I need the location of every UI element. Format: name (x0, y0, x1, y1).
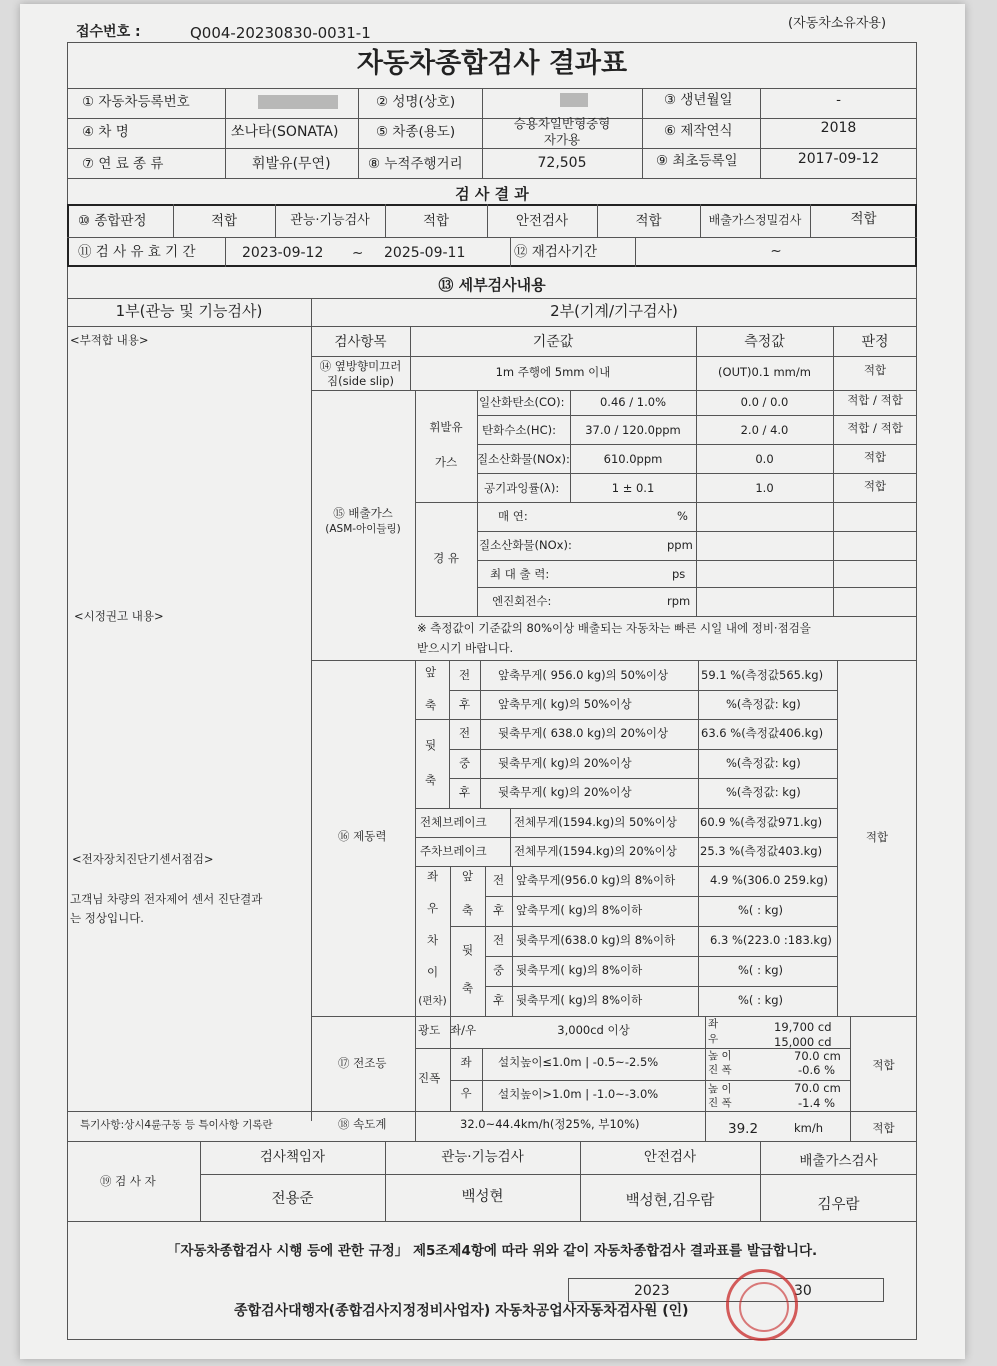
col-measured: 측정값 (744, 334, 785, 350)
col-standard: 기준값 (532, 334, 574, 350)
bias-suffix: (편차) (418, 995, 447, 1007)
headlamp-right-aim: -1.4 % (798, 1096, 836, 1110)
diesel-row-name: 엔진회전수: (492, 594, 552, 608)
car-usage-value: 자가용 (543, 132, 581, 147)
emission-note-line2: 받으시기 바랍니다. (417, 641, 514, 655)
result-sheet (20, 4, 965, 1359)
validity-label: ⑪ 검 사 유 효 기 간 (78, 244, 196, 260)
diesel-label: 경 유 (433, 551, 459, 565)
valid-from: 2023-09-12 (242, 245, 324, 261)
headlamp-left-aim: -0.6 % (798, 1063, 836, 1077)
emission-inspector-heading: 배출가스검사 (799, 1153, 878, 1169)
correction-heading: <시정권고 내용> (74, 609, 164, 623)
function-inspection-value: 적합 (422, 213, 450, 229)
headlamp-right-brightness: 15,000 cd (774, 1035, 832, 1049)
brake-axle-pos: 전 (458, 726, 471, 740)
fuel-label: ⑦ 연 료 종 류 (82, 156, 164, 172)
speedometer-label: ⑱ 속도계 (338, 1117, 387, 1131)
bias-char: 차 (426, 933, 439, 947)
speedometer-unit: km/h (794, 1121, 824, 1135)
owner-name-redacted (560, 93, 588, 107)
reg-no-label: ① 자동차등록번호 (82, 94, 190, 110)
front-axle-label: 앞 (425, 665, 437, 679)
headlamp-aim-left: 좌 (460, 1055, 472, 1069)
bias-pos: 전 (492, 933, 505, 947)
emission-row-name: 탄화수소(HC): (482, 423, 556, 437)
headlamp-lr-label: 좌/우 (450, 1023, 477, 1037)
inspector-label: ⑲ 검 사 자 (100, 1174, 156, 1188)
brake-axle-pos: 후 (458, 785, 471, 799)
emission-row-measured: 0.0 / 0.0 (740, 395, 789, 409)
brake-axle-measured: %(측정값: kg) (726, 756, 801, 770)
sensor-heading: <전자장치진단기센서점검> (72, 852, 214, 866)
bias-front-axle-suffix: 축 (461, 903, 474, 917)
front-axle-suffix: 축 (425, 698, 437, 712)
function-inspector-name: 백성현 (461, 1189, 504, 1205)
emission-row-name: 일산화탄소(CO): (479, 395, 565, 409)
emission-row-name: 질소산화물(NOx): (477, 452, 570, 466)
parking-brake-standard: 전체무게(1594.kg)의 20%이상 (514, 844, 677, 858)
bias-pos: 후 (492, 993, 505, 1007)
detail-heading: ⑬ 세부검사내용 (438, 276, 546, 294)
brake-axle-standard: 뒷축무게( 638.0 kg)의 20%이상 (498, 726, 669, 740)
brake-axle-standard: 앞축무게( kg)의 50%이상 (498, 697, 632, 711)
model-year-value: 2018 (820, 120, 857, 136)
car-name-value: 쏘나타(SONATA) (231, 124, 339, 140)
diesel-row-unit: ps (672, 567, 686, 581)
headlamp-aim-standard-2: 설치높이>1.0m | -1.0~-3.0% (498, 1087, 659, 1101)
headlamp-right-height-label: 높 이 (708, 1083, 732, 1095)
overall-judgment-label: ⑩ 종합판정 (78, 213, 147, 229)
mileage-label: ⑧ 누적주행거리 (368, 156, 463, 172)
total-brake-standard: 전체무게(1594.kg)의 50%이상 (514, 815, 677, 829)
headlamp-left-marker: 좌 (708, 1018, 719, 1030)
brake-axle-measured: 59.1 %(측정값565.kg) (701, 668, 824, 682)
bias-measured: %( : kg) (738, 993, 784, 1007)
first-reg-label: ⑨ 최초등록일 (656, 153, 738, 169)
issue-year: 2023 (634, 1283, 670, 1299)
side-slip-label-en: 짐(side slip) (327, 374, 394, 388)
total-brake-measured: 60.9 %(측정값971.kg) (700, 815, 823, 829)
chief-inspector-name: 전용준 (271, 1191, 314, 1207)
side-slip-standard: 1m 주행에 5mm 이내 (495, 365, 611, 379)
col-judge: 판정 (861, 334, 889, 350)
bias-rear-axle-suffix: 축 (461, 981, 474, 995)
result-heading: 검 사 결 과 (455, 185, 529, 203)
bias-measured: %( : kg) (738, 963, 784, 977)
emission-row-measured: 2.0 / 4.0 (740, 423, 789, 437)
emission-row-judge: 적합 (863, 450, 887, 464)
headlamp-right-marker: 우 (708, 1033, 719, 1045)
side-slip-label: ⑭ 옆방향미끄러 (319, 359, 402, 373)
brake-axle-pos: 후 (458, 697, 471, 711)
bias-standard: 앞축무게(956.0 kg)의 8%이하 (516, 873, 676, 887)
part1-heading: 1부(관능 및 기능검사) (115, 302, 263, 320)
model-year-label: ⑥ 제작연식 (664, 123, 733, 139)
bias-standard: 뒷축무게(638.0 kg)의 8%이하 (516, 933, 676, 947)
special-note: 특기사항:상시4륜구동 등 특이사항 기록란 (80, 1119, 273, 1131)
emission-note-line1: ※ 측정값이 기준값의 80%이상 배출되는 자동차는 빠른 시일 내에 정비·점검을 (417, 621, 811, 635)
parking-brake-label: 주차브레이크 (420, 844, 487, 858)
side-slip-judge: 적합 (863, 363, 887, 377)
bias-pos: 후 (492, 903, 505, 917)
bias-pos: 중 (492, 963, 505, 977)
brake-axle-measured: %(측정값: kg) (726, 697, 801, 711)
emission-label: ⑮ 배출가스 (333, 506, 393, 520)
official-seal (726, 1269, 798, 1341)
first-reg-value: 2017-09-12 (797, 151, 880, 167)
headlamp-aim-standard-1: 설치높이≤1.0m | -0.5~-2.5% (498, 1055, 659, 1069)
brake-axle-standard: 뒷축무게( kg)의 20%이상 (498, 756, 632, 770)
nonconform-heading: <부적합 내용> (70, 333, 149, 347)
side-slip-measured: (OUT)0.1 mm/m (718, 365, 811, 379)
speedometer-judge: 적합 (872, 1121, 895, 1135)
emission-row-judge: 적합 / 적합 (847, 393, 903, 407)
headlamp-label: ⑰ 전조등 (338, 1056, 387, 1070)
emission-row-name: 공기과잉률(λ): (484, 481, 560, 495)
bias-standard: 앞축무게( kg)의 8%이하 (516, 903, 643, 917)
birth-label: ③ 생년월일 (664, 92, 733, 108)
sensor-text-line1: 고객님 차량의 전자제어 센서 진단결과 (70, 892, 263, 906)
brake-judge: 적합 (865, 830, 889, 844)
brake-axle-standard: 뒷축무게( kg)의 20%이상 (498, 785, 632, 799)
receipt-number: Q004-20230830-0031-1 (190, 24, 371, 42)
rear-axle-suffix: 축 (425, 773, 437, 787)
gasoline-gas-label: 가스 (434, 455, 458, 469)
headlamp-left-height: 70.0 cm (794, 1049, 841, 1063)
inspection-agency: 종합검사대행자(종합검사지정정비사업자) 자동차공업사자동차검사원 (인) (234, 1303, 689, 1319)
function-inspector-heading: 관능·기능검사 (441, 1149, 524, 1165)
emission-method: (ASM-아이들링) (325, 523, 401, 535)
headlamp-judge: 적합 (872, 1058, 895, 1072)
emission-row-measured: 0.0 (755, 452, 774, 466)
car-type-label: ⑤ 차종(용도) (376, 124, 456, 140)
diesel-row-name: 질소산화물(NOx): (479, 538, 572, 552)
valid-to: 2025-09-11 (384, 245, 466, 261)
function-inspection-label: 관능·기능검사 (290, 213, 370, 228)
bias-rear-axle: 뒷 (461, 943, 474, 957)
safety-inspector-name: 백성현,김우람 (625, 1193, 715, 1209)
diesel-row-unit: ppm (667, 538, 693, 552)
receipt-label: 접수번호 : (76, 24, 141, 40)
safety-inspection-value: 적합 (635, 213, 662, 229)
brake-axle-standard: 앞축무게( 956.0 kg)의 50%이상 (498, 668, 669, 682)
bias-char: 우 (426, 901, 439, 915)
headlamp-brightness-label: 광도 (418, 1023, 441, 1037)
emission-row-standard: 610.0ppm (603, 452, 663, 466)
safety-inspection-label: 안전검사 (515, 213, 569, 229)
brake-axle-measured: 63.6 %(측정값406.kg) (701, 726, 824, 740)
brake-axle-pos: 중 (458, 756, 471, 770)
headlamp-right-height: 70.0 cm (794, 1081, 841, 1095)
issue-day: 30 (794, 1283, 812, 1299)
gasoline-label: 휘발유 (429, 420, 463, 434)
bias-standard: 뒷축무게( kg)의 8%이하 (516, 963, 643, 977)
emission-inspection-label: 배출가스정밀검사 (708, 213, 802, 227)
rear-axle-label: 뒷 (425, 738, 437, 752)
headlamp-right-aim-label: 진 폭 (708, 1097, 732, 1109)
usage-note: (자동차소유자용) (788, 16, 887, 31)
headlamp-left-brightness: 19,700 cd (774, 1020, 832, 1034)
emission-row-measured: 1.0 (755, 481, 774, 495)
reinspect-label: ⑫ 재검사기간 (514, 244, 597, 260)
headlamp-aim-label: 진폭 (418, 1071, 441, 1085)
overall-judgment-value: 적합 (210, 213, 238, 229)
col-item: 검사항목 (334, 334, 387, 350)
safety-inspector-heading: 안전검사 (643, 1149, 697, 1165)
diesel-row-unit: % (677, 509, 688, 523)
chief-inspector-heading: 검사책임자 (259, 1149, 326, 1165)
headlamp-left-aim-label: 진 폭 (708, 1064, 732, 1076)
headlamp-left-height-label: 높 이 (708, 1050, 732, 1062)
bias-standard: 뒷축무게( kg)의 8%이하 (516, 993, 643, 1007)
car-name-label: ④ 차 명 (82, 124, 129, 140)
emission-row-standard: 1 ± 0.1 (611, 481, 655, 495)
bias-measured: %( : kg) (738, 903, 784, 917)
emission-inspector-name: 김우람 (817, 1197, 860, 1213)
reinspect-value: ~ (770, 243, 782, 259)
sensor-text-line2: 는 정상입니다. (70, 911, 144, 925)
brake-axle-pos: 전 (458, 668, 471, 682)
fuel-value: 휘발유(무연) (252, 156, 331, 172)
speedometer-measured: 39.2 (728, 1121, 759, 1137)
emission-row-standard: 37.0 / 120.0ppm (585, 423, 681, 437)
page-title: 자동차종합검사 결과표 (356, 48, 628, 79)
issue-statement: 「자동차종합검사 시행 등에 관한 규정」 제5조제4항에 따라 위와 같이 자동차종합검사 결과표를 발급합니다. (166, 1243, 818, 1259)
reg-no-redacted (258, 95, 338, 109)
bias-measured: 4.9 %(306.0 259.kg) (710, 873, 828, 887)
part2-heading: 2부(기계/기구검사) (550, 302, 678, 320)
parking-brake-measured: 25.3 %(측정값403.kg) (700, 844, 823, 858)
emission-row-judge: 적합 / 적합 (847, 421, 903, 435)
brake-axle-measured: %(측정값: kg) (726, 785, 801, 799)
mileage-value: 72,505 (537, 155, 587, 171)
bias-front-axle: 앞 (461, 869, 474, 883)
total-brake-label: 전체브레이크 (420, 815, 487, 829)
bias-char: 이 (426, 965, 439, 979)
headlamp-aim-right: 우 (460, 1086, 472, 1100)
bias-pos: 전 (492, 873, 505, 887)
brake-label: ⑯ 제동력 (338, 829, 387, 843)
emission-row-judge: 적합 (863, 479, 887, 493)
bias-measured: 6.3 %(223.0 :183.kg) (710, 933, 832, 947)
diesel-row-name: 최 대 출 력: (490, 567, 550, 581)
birth-value: - (836, 92, 841, 108)
emission-inspection-value: 적합 (850, 211, 877, 227)
owner-name-label: ② 성명(상호) (376, 94, 456, 110)
valid-separator: ~ (352, 245, 364, 261)
car-type-value: 승용차일반형중형 (513, 116, 611, 131)
headlamp-brightness-standard: 3,000cd 이상 (557, 1023, 630, 1037)
diesel-row-unit: rpm (667, 594, 691, 608)
speedometer-standard: 32.0~44.4km/h(정25%, 부10%) (460, 1117, 640, 1131)
bias-char: 좌 (426, 869, 439, 883)
diesel-row-name: 매 연: (498, 509, 528, 523)
emission-row-standard: 0.46 / 1.0% (599, 395, 666, 409)
